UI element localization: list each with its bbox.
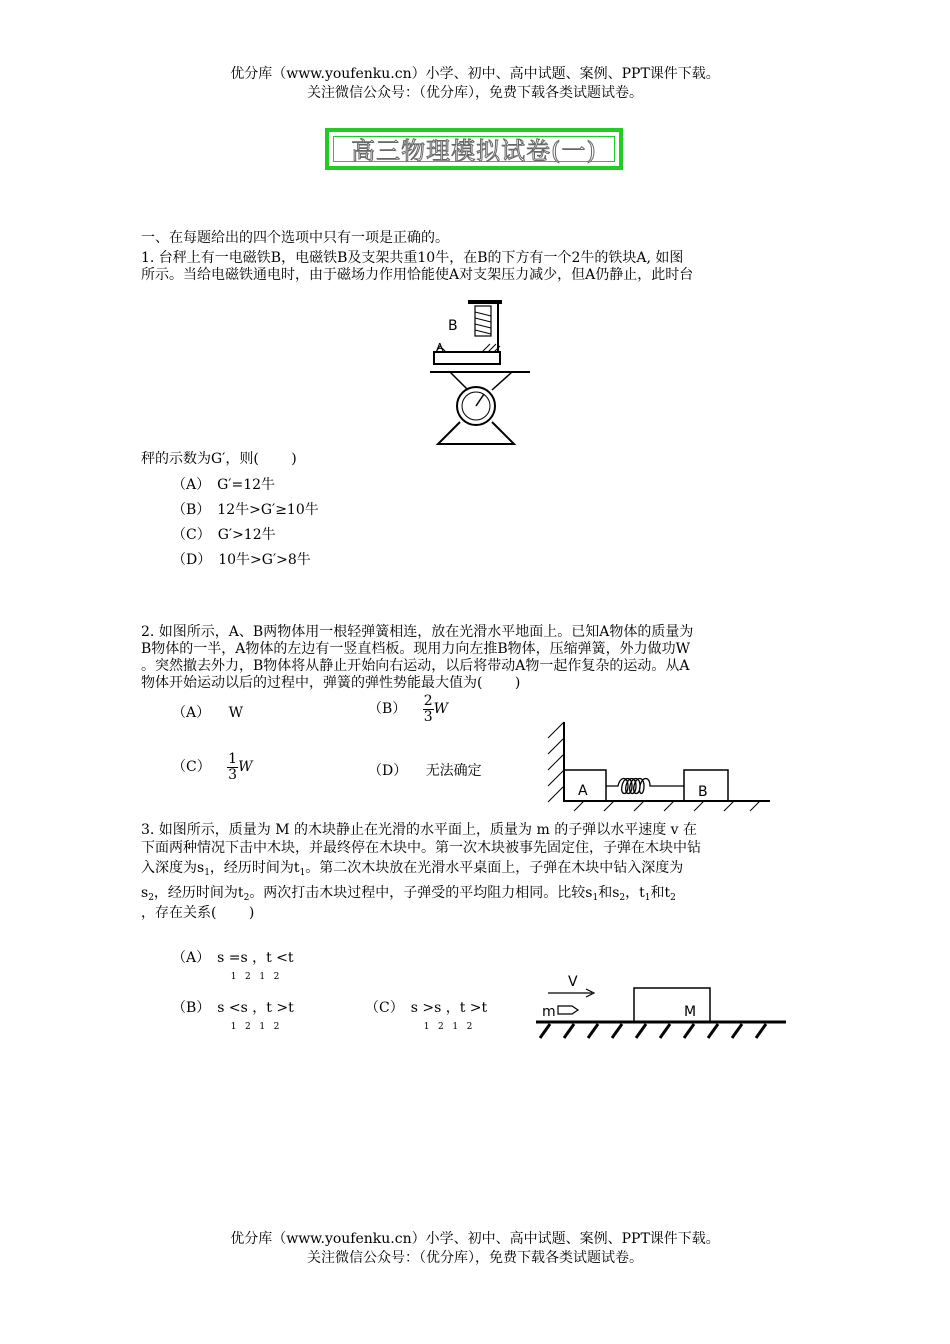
title-box [325,128,623,170]
q3-line-3b: ，经历时间为t [209,860,300,876]
q1-text-line-3: 秤的示数为G′，则( ) [141,451,297,467]
footer-line-2: 关注微信公众号：（优分库），免费下载各类试题试卷。 [307,1250,643,1266]
q3-line-4c: 。两次打击木块过程中，子弹受的平均阻力相同。比较s [249,885,593,901]
q3-line-4d: 和s [598,885,620,901]
q3-sub-t2b: 2 [670,893,676,903]
q3-sub-s2b: 2 [619,893,626,903]
q1-platform [434,352,500,364]
q2-option-c[interactable] [172,752,252,783]
q2-option-b-w: W [433,701,449,717]
q3-label-big-m: M [684,1004,697,1020]
q2-option-d-label: （D） [368,763,408,779]
footer-line-1: 优分库（www.youfenku.cn）小学、初中、高中试题、案例、PPT课件下载。 [230,1231,720,1247]
q3-sub-s1: 1 [204,868,210,878]
header-line-1: 优分库（www.youfenku.cn）小学、初中、高中试题、案例、PPT课件下载。 [230,66,720,82]
q3-text-line-1: 3. 如图所示，质量为 M 的木块静止在光滑的水平面上，质量为 m 的子弹以水平速度 v 在 [141,822,698,838]
q1-figure-scale [430,296,530,448]
section-heading: 一、在每题给出的四个选项中只有一项是正确的。 [141,230,449,246]
q3-text-line-4 [141,885,676,907]
q3-text-line-5: ，存在关系( ) [141,905,255,921]
q3-label-v: V [568,974,578,990]
q1-text-line-1: 1. 台秤上有一电磁铁B，电磁铁B及支架共重10牛，在B的下方有一个2牛的铁块A, 如图 [141,250,684,266]
q1-label-a: A [436,341,444,354]
q3-option-b-subs: 1 2 1 2 [225,1022,280,1032]
q3-sub-s1b: 1 [592,893,599,903]
page-title: 高三物理模拟试卷(一) [333,136,615,162]
q1-support-top-bar [468,300,502,304]
q2-option-d[interactable] [368,763,482,780]
q3-bullet [558,1006,578,1014]
q2-option-c-fraction [227,752,238,783]
q2-option-d-value: 无法确定 [425,763,482,779]
q3-line-4b: ，经历时间为t [153,885,244,901]
q3-block-m [634,988,710,1022]
q3-figure-bullet [534,968,790,1044]
q3-option-a-subs: 1 2 1 2 [225,972,280,982]
q3-text-line-2: 下面两种情况下击中木块，并最终停在木块中。第一次木块被事先固定住，子弹在木块中钻 [141,840,701,856]
q2-text-line-1: 2. 如图所示，A、B两物体用一根轻弹簧相连，放在光滑水平地面上。已知A物体的质量为 [141,624,694,640]
q2-label-a: A [578,783,588,799]
q3-sub-s2: 2 [148,893,154,903]
q2-label-b: B [698,784,708,800]
q3-line-4f: 和t [650,885,671,901]
q2-option-b-num: 2 [423,693,433,709]
q2-option-b[interactable] [368,694,448,725]
q3-option-a[interactable]: （A） s =s ，t <t [172,950,294,966]
q3-option-c-subs: 1 2 1 2 [418,1022,473,1032]
q2-option-a-value: W [228,705,243,721]
q2-option-c-label: （C） [172,759,211,775]
q2-option-b-label: （B） [368,701,407,717]
q3-label-m: m [542,1004,556,1020]
q2-text-line-4: 物体开始运动以后的过程中，弹簧的弹性势能最大值为( ) [141,675,521,691]
q3-option-c[interactable]: （C） s >s ，t >t [365,1000,488,1016]
header-line-2: 关注微信公众号：（优分库），免费下载各类试题试卷。 [307,85,643,101]
q3-line-3c: 。第二次木块放在光滑水平桌面上，子弹在木块中钻入深度为 [305,860,684,876]
q2-text-line-2: B物体的一半，A物体的左边有一竖直档板。现用力向左推B物体，压缩弹簧，外力做功W [141,641,691,657]
q3-line-4a: s [141,885,149,901]
q1-option-d[interactable]: （D） 10牛>G′>8牛 [172,552,311,568]
q1-label-b: B [448,318,458,334]
q1-option-b[interactable]: （B） 12牛>G′≥10牛 [172,502,319,518]
q3-sub-t1: 1 [299,868,306,878]
q3-line-3a: 入深度为s [141,860,205,876]
q2-option-b-den: 3 [423,709,433,725]
q3-sub-t1b: 1 [644,893,651,903]
q2-option-b-fraction [423,694,434,725]
q2-text-line-3: 。突然撤去外力，B物体将从静止开始向右运动，以后将带动A物一起作复杂的运动。从A [141,658,690,674]
q3-line-4e: ，t [625,885,645,901]
q3-sub-t2: 2 [243,893,250,903]
q3-option-b[interactable]: （B） s <s ，t >t [172,1000,294,1016]
q3-text-line-3 [141,860,683,882]
q1-option-c[interactable]: （C） G′>12牛 [172,527,276,543]
q2-spring [606,779,684,794]
q2-option-c-w: W [238,759,253,775]
q1-option-a[interactable]: （A） G′=12牛 [172,477,276,493]
q2-option-c-num: 1 [228,751,238,767]
q2-figure-spring [544,718,774,814]
q2-option-c-den: 3 [228,767,238,783]
q2-option-a[interactable] [172,705,243,722]
q2-option-a-label: （A） [172,705,211,721]
q1-text-line-2: 所示。当给电磁铁通电时，由于磁场力作用恰能使A对支架压力减少，但A仍静止，此时台 [141,267,694,283]
